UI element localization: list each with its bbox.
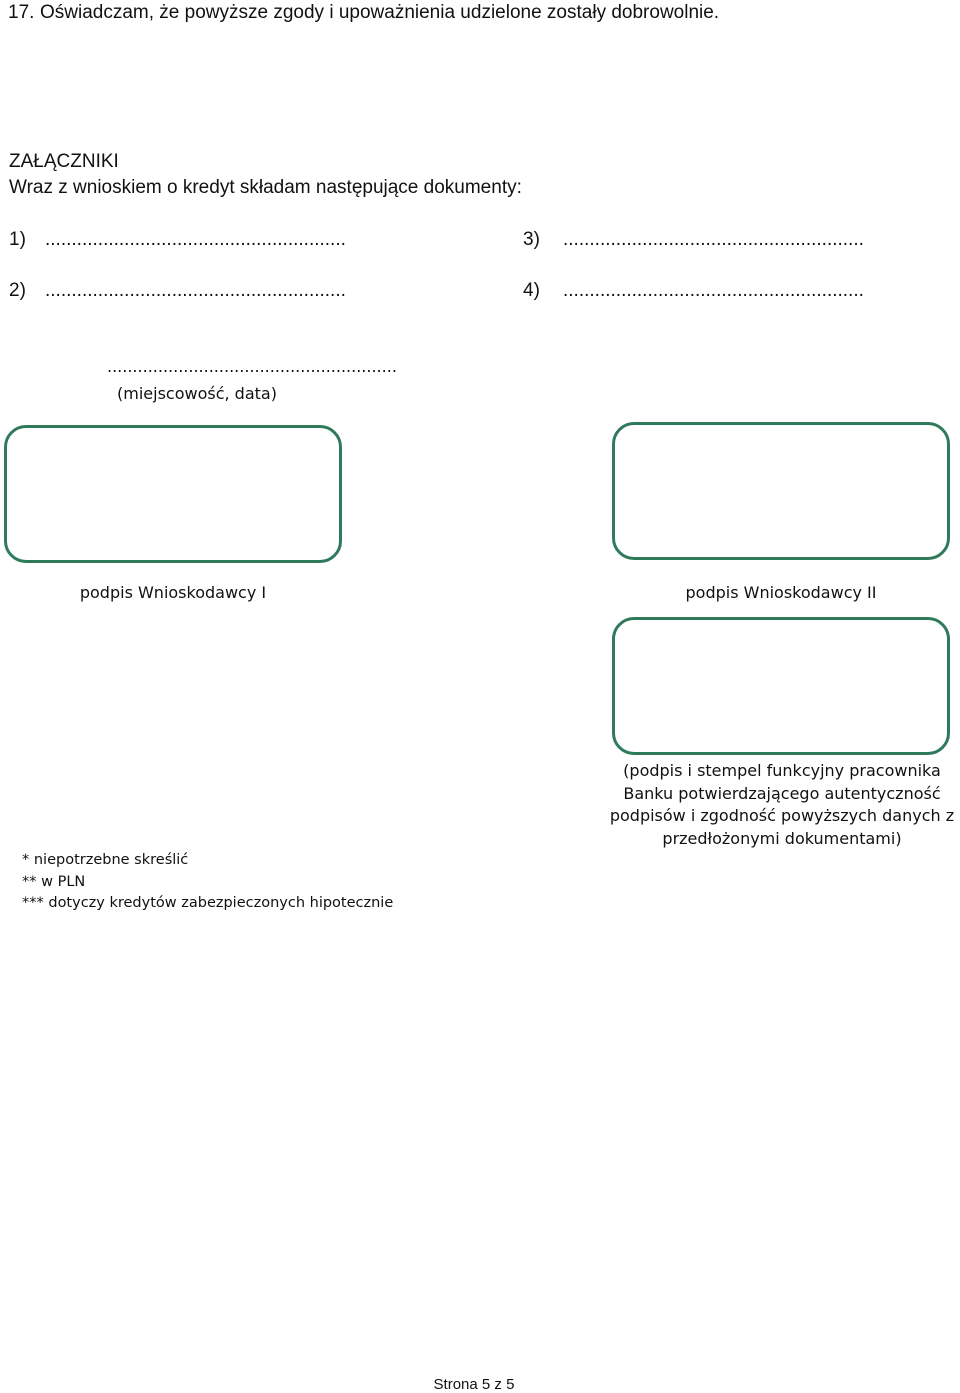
signature-box-applicant-2 xyxy=(612,422,950,560)
signature-caption-applicant-1: podpis Wnioskodawcy I xyxy=(79,583,267,602)
attachment-line-4 xyxy=(523,280,864,302)
attachment-line-2 xyxy=(9,280,346,302)
statement-text: Oświadczam, że powyższe zgody i upoważnienia udzielone zostały dobrowolnie. xyxy=(40,2,720,23)
place-date-caption: (miejscowość, data) xyxy=(117,384,277,403)
statement-number: 17. xyxy=(8,2,35,23)
page-number: Strona 5 z 5 xyxy=(433,1376,515,1393)
signature-caption-bank-employee: (podpis i stempel funkcyjny pracownika Banku potwierdzającego autentyczność podpisów i zgodność powyższych danych z przedłożonymi dokumentami) xyxy=(609,761,955,848)
footnote-2: ** w PLN xyxy=(22,873,86,890)
place-date-dots: ......................................................... xyxy=(107,357,397,376)
signature-caption-applicant-2: podpis Wnioskodawcy II xyxy=(685,583,877,602)
attachment-dots-2: ......................................................... xyxy=(45,280,346,301)
footnote-1: * niepotrzebne skreślić xyxy=(22,852,189,868)
attachment-label-1: 1) xyxy=(9,229,26,250)
attachment-dots-4: ......................................................... xyxy=(563,280,864,301)
attachments-heading: ZAŁĄCZNIKI xyxy=(9,151,119,172)
attachment-dots-3: ......................................................... xyxy=(563,229,864,250)
footnote-3: *** dotyczy kredytów zabezpieczonych hipotecznie xyxy=(22,895,394,911)
signature-box-bank-employee xyxy=(612,617,950,755)
attachment-label-3: 3) xyxy=(523,229,540,250)
attachments-intro: Wraz z wnioskiem o kredyt składam następujące dokumenty: xyxy=(9,177,522,198)
signature-box-applicant-1 xyxy=(4,425,342,563)
attachment-line-3 xyxy=(523,229,864,251)
footnotes xyxy=(22,850,393,915)
attachment-label-2: 2) xyxy=(9,280,26,301)
statement-17 xyxy=(8,2,719,24)
attachment-line-1 xyxy=(9,229,346,251)
attachment-label-4: 4) xyxy=(523,280,540,301)
attachment-dots-1: ......................................................... xyxy=(45,229,346,250)
